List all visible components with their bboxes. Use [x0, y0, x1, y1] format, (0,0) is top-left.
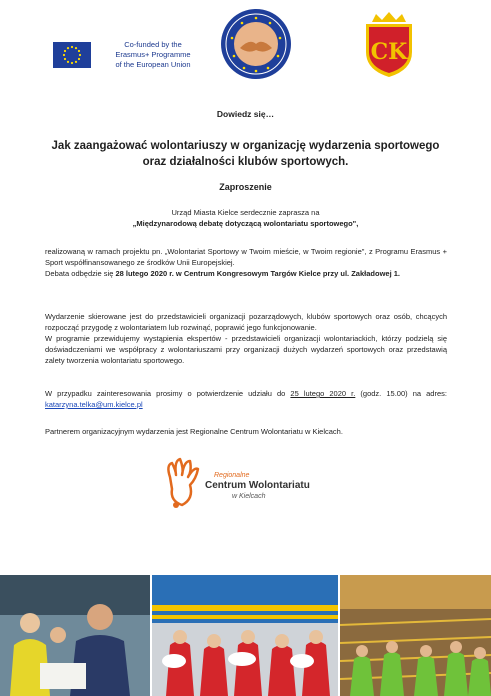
rcw-line-1: Regionalne	[214, 472, 250, 479]
eu-text-line: Co-funded by the	[124, 40, 182, 49]
rsvp-deadline: 25 lutego 2020 r.	[290, 389, 356, 398]
project-seal-logo	[220, 8, 292, 80]
invite-line-2: „Międzynarodową debatę dotyczącą wolontariatu sportowego",	[132, 219, 359, 228]
paragraph-rsvp	[45, 388, 447, 410]
eu-funding-text	[98, 40, 208, 70]
invitation-heading: Zaproszenie	[219, 182, 272, 192]
page-title	[0, 138, 491, 170]
eu-text-line: Erasmus+ Programme	[115, 50, 191, 59]
eu-text-line: of the European Union	[115, 60, 191, 69]
rcw-line-3: w Kielcach	[232, 493, 266, 500]
debate-date-location: 28 lutego 2020 r. w Centrum Kongresowym Targów Kielce przy ul. Zakładowej 1.	[115, 269, 400, 278]
crest-letters: CK	[370, 39, 408, 65]
volunteers-photo-1	[0, 575, 150, 696]
debate-date-prefix: Debata odbędzie się	[45, 269, 116, 278]
program-text: W programie przewidujemy wystąpienia ekspertów - przedstawicieli organizacji wolontariackich, którzy podzielą się doświadczeniami we współpracy z wolontariuszami przy organizacji dużych wydarzeń sportowych oraz przedstawią zalety tworzenia wolontariatu sportowego.	[45, 334, 447, 365]
rsvp-mid: (godz. 15.00) na adres:	[355, 389, 447, 398]
rcw-line-2: Centrum Wolontariatu	[205, 480, 310, 491]
eu-flag-icon	[53, 42, 91, 68]
paragraph-partner: Partnerem organizacyjnym wydarzenia jest Regionalne Centrum Wolontariatu w Kielcach.	[45, 427, 343, 436]
audience-text: Wydarzenie skierowane jest do przedstawicieli organizacji pozarządowych, klubów sportowych oraz osób, chcących rozpocząć przygodę z wolontariatem lub rozwinąć, poprawić jego funkcjonowanie.	[45, 312, 447, 332]
title-line-2: oraz działalności klubów sportowych.	[142, 156, 349, 168]
invite-line-1: Urząd Miasta Kielce serdecznie zaprasza na	[171, 208, 320, 217]
title-line-1: Jak zaangażować wolontariuszy w organizację wydarzenia sportowego	[51, 140, 440, 152]
intro-heading: Dowiedz się…	[216, 109, 275, 119]
volunteers-photo-2	[152, 575, 338, 696]
paragraph-audience	[45, 311, 447, 366]
project-text: realizowaną w ramach projektu pn. „Wolontariat Sportowy w Twoim mieście, w Twoim regionie", z Programu Erasmus + Sport współfinansowanego ze środków Unii Europejskiej.	[45, 247, 447, 267]
volunteers-photo-3	[340, 575, 491, 696]
paragraph-project	[45, 246, 447, 279]
kielce-crest-logo	[362, 10, 416, 78]
contact-email-link[interactable]: katarzyna.telka@um.kielce.pl	[45, 400, 143, 409]
rsvp-prefix: W przypadku zainteresowania prosimy o potwierdzenie udziału do	[45, 389, 291, 398]
